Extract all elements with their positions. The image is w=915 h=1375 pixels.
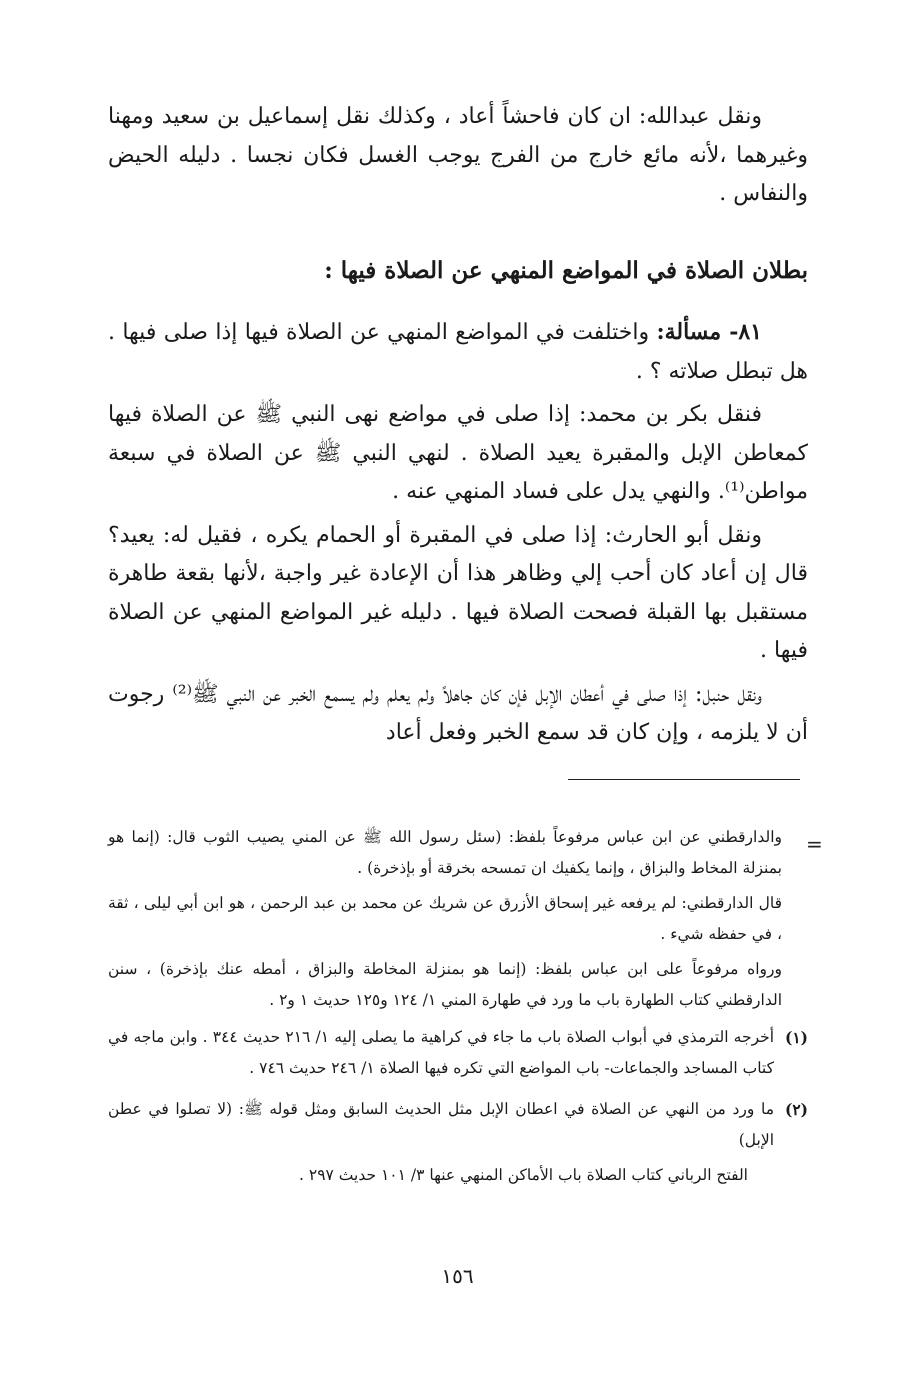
issue-label: ٨١- مسألة: (656, 319, 762, 345)
footnote-2-text: ما ورد من النهي عن الصلاة في اعطان الإبل مثل الحديث السابق ومثل قوله ﷺ: (لا تصلوا في عطن الإبل) (108, 1100, 774, 1149)
footnote-2-number: (٢) (784, 1100, 808, 1119)
paragraph-5: ونقل حنبل: إذا صلى في أعطان الإبل فإن كان جاهلاً ولم يعلم ولم يسمع الخبر عن النبي ﷺ⁽²⁾ رجوت أن لا يلزمه ، وإن كان قد سمع الخبر وفعل أعاد (108, 681, 808, 745)
body-section-top (108, 98, 808, 219)
paragraph-2 (108, 313, 808, 391)
footnote-1-text: أخرجه الترمذي في أبواب الصلاة باب ما جاء في كراهية ما يصلى إليه ١/ ٢١٦ حديث ٣٤٤ . وابن ماجه في كتاب المساجد والجماعات- باب المواضع التي تكره فيها الصلاة ١/ ٢٤٦ حديث ٧٤٦ . (108, 1028, 775, 1077)
footnote-1 (108, 1022, 808, 1088)
footnotes (108, 822, 808, 1195)
issue-text: واختلفت في المواضع المنهي عن الصلاة فيها إذا صلى فيها . هل تبطل صلاته ؟ . (108, 320, 808, 384)
footnote-separator (568, 779, 800, 780)
paragraph-4: ونقل أبو الحارث: إذا صلى في المقبرة أو الحمام يكره ، فقيل له: يعيد؟ قال إن أعاد كان أحب إلي وظاهر هذا أن الإعادة غير واجبة ،لأنها بقعة طاهرة مستقبل بها القبلة فصحت الصلاة فيها . دليله غير المواضع المنهي عن الصلاة فيها . (108, 522, 808, 663)
footnote-continuation (108, 822, 808, 1016)
footnote-2-source: الفتح الرباني كتاب الصلاة باب الأماكن المنهي عنها ٣/ ١٠١ حديث ٢٩٧ . (299, 1166, 748, 1184)
footnote-continuation-3: ورواه مرفوعاً على ابن عباس بلفظ: (إنما هو بمنزلة المخاطة والبزاق ، أمطه عنك بإذخرة) ، سنن الدارقطني كتاب الطهارة باب ما ورد في طهارة المني ١/ ١٢٤ و١٢٥ حديث ١ و٢ . (108, 960, 782, 1009)
footnote-continuation-2: قال الدارقطني: لم يرفعه غير إسحاق الأزرق عن شريك عن محمد بن عبد الرحمن ، هو ابن أبي ليلى ، ثقة ، في حفظه شيء . (108, 894, 782, 943)
page-number: ١٥٦ (441, 1264, 474, 1288)
paragraph-3: فنقل بكر بن محمد: إذا صلى في مواضع نهى النبي ﷺ عن الصلاة فيها كمعاطن الإبل والمقبرة يعيد الصلاة . لنهي النبي ﷺ عن الصلاة في سبعة مواطن⁽¹⁾. والنهي يدل على فساد المنهي عنه . (108, 402, 808, 504)
footnote-continuation-1: والدارقطني عن ابن عباس مرفوعاً بلفظ: (سئل رسول الله ﷺ عن المني يصيب الثوب قال: (إنما هو بمنزلة المخاط والبزاق ، وإنما يكفيك ان تمسحه بخرقة أو بإذخرة) . (108, 828, 782, 877)
section-heading: بطلان الصلاة في المواضع المنهي عن الصلاة فيها : (324, 257, 808, 284)
footnote-2 (108, 1094, 808, 1195)
body-section-main (108, 313, 808, 758)
footnote-1-number: (١) (784, 1028, 808, 1047)
paragraph-1: ونقل عبدالله: ان كان فاحشاً أعاد ، وكذلك نقل إسماعيل بن سعيد ومهنا وغيرهما ،لأنه مائع خارج من الفرج يوجب الغسل فكان نجسا . دليله الحيض والنفاس . (108, 104, 808, 206)
continuation-mark: = (806, 832, 823, 856)
